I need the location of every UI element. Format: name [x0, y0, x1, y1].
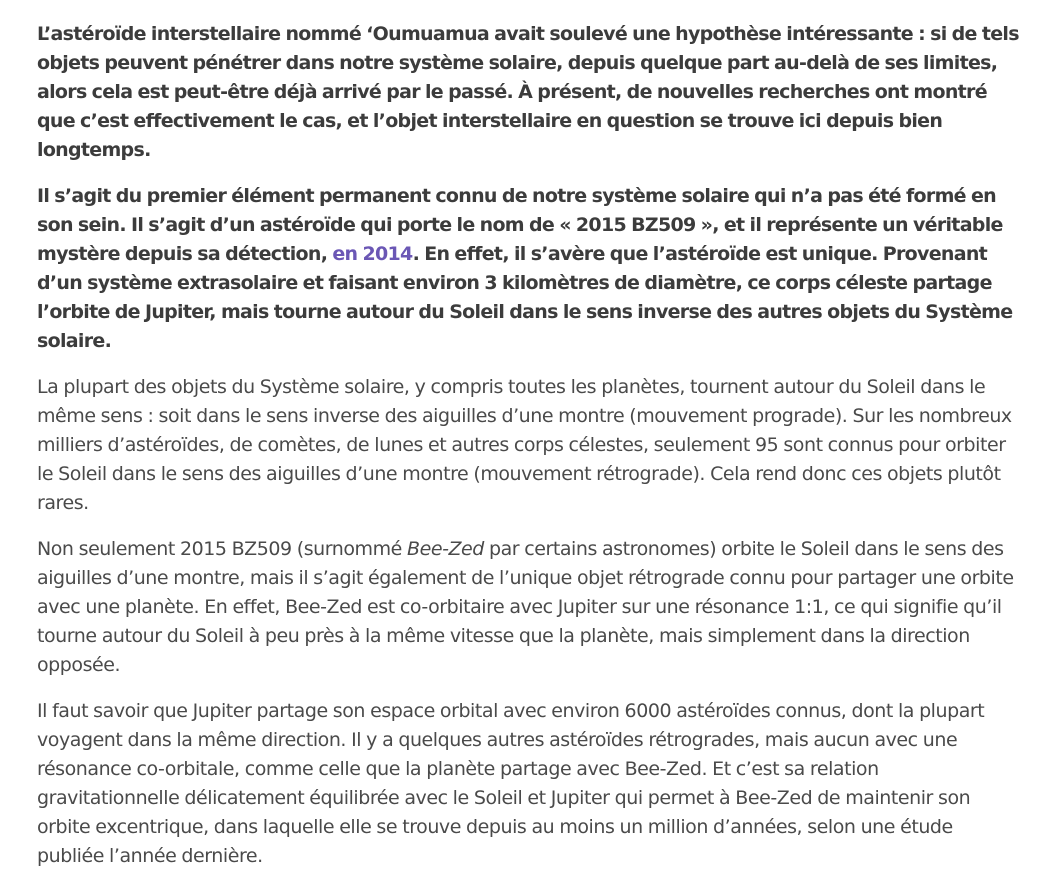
paragraph-4 — [37, 535, 1019, 680]
paragraph-4-text-end: par certains astronomes) orbite le Soleil dans le sens des aiguilles d’une montre, mais il s’agit également de l’unique objet rétrograde connu pour partager une orbite avec une planète. En effet, Bee-Zed est co-orbitaire avec Jupiter sur une résonance 1:1, ce qui signifie qu’il tourne autour du Soleil à peu près à la même vitesse que la planète, mais simplement dans la direction opposée. — [37, 538, 1014, 676]
paragraph-3-text: La plupart des objets du Système solaire, y compris toutes les planètes, tournent autour du Soleil dans le même sens : soit dans le sens inverse des aiguilles d’une montre (mouvement prograde). Sur les nombreux milliers d’astéroïdes, de comètes, de lunes et autres corps célestes, seulement 95 sont connus pour orbiter le Soleil dans le sens des aiguilles d’une montre (mouvement rétrograde). Cela rend donc ces objets plutôt rares. — [37, 376, 1012, 514]
lead-paragraph-2 — [37, 182, 1019, 356]
paragraph-5 — [37, 697, 1019, 871]
lead-paragraph-2-text-end: . En effet, il s’avère que l’astéroïde est unique. Provenant d’un système extrasolaire et faisant environ 3 kilomètres de diamètre, ce corps céleste partage l’orbite de Jupiter, mais tourne autour du Soleil dans le sens inverse des autres objets du Système solaire. — [37, 243, 1013, 352]
paragraph-5-text: Il faut savoir que Jupiter partage son espace orbital avec environ 6000 astéroïdes connus, dont la plupart voyagent dans la même direction. Il y a quelques autres astéroïdes rétrogrades, mais aucun avec une résonance co-orbitale, comme celle que la planète partage avec Bee-Zed. Et c’est sa relation gravitationnelle délicatement équilibrée avec le Soleil et Jupiter qui permet à Bee-Zed de maintenir son orbite excentrique, dans laquelle elle se trouve depuis au moins un million d’années, selon une étude publiée l’année dernière. — [37, 700, 985, 867]
lead-paragraph-1-text: L’astéroïde interstellaire nommé ‘Oumuamua avait soulevé une hypothèse intéressante : si de tels objets peuvent pénétrer dans notre système solaire, depuis quelque part au-delà de ses limites, alors cela est peut-être déjà arrivé par le passé. À présent, de nouvelles recherches ont montré que c’est effectivement le cas, et l’objet interstellaire en question se trouve ici depuis bien longtemps. — [37, 23, 1019, 161]
bee-zed-nickname: Bee-Zed — [407, 538, 484, 560]
paragraph-3 — [37, 373, 1019, 518]
lead-paragraph-2-text-start: Il s’agit du premier élément permanent connu de notre système solaire qui n’a pas été formé en son sein. Il s’agit d’un astéroïde qui porte le nom de « 2015 BZ509 », et il représente un véritable mystère depuis sa détection, — [37, 185, 1003, 265]
article-body — [37, 20, 1019, 888]
paragraph-4-text-start: Non seulement 2015 BZ509 (surnommé — [37, 538, 407, 560]
detection-2014-link[interactable]: en 2014 — [332, 243, 413, 265]
lead-paragraph-1 — [37, 20, 1019, 165]
